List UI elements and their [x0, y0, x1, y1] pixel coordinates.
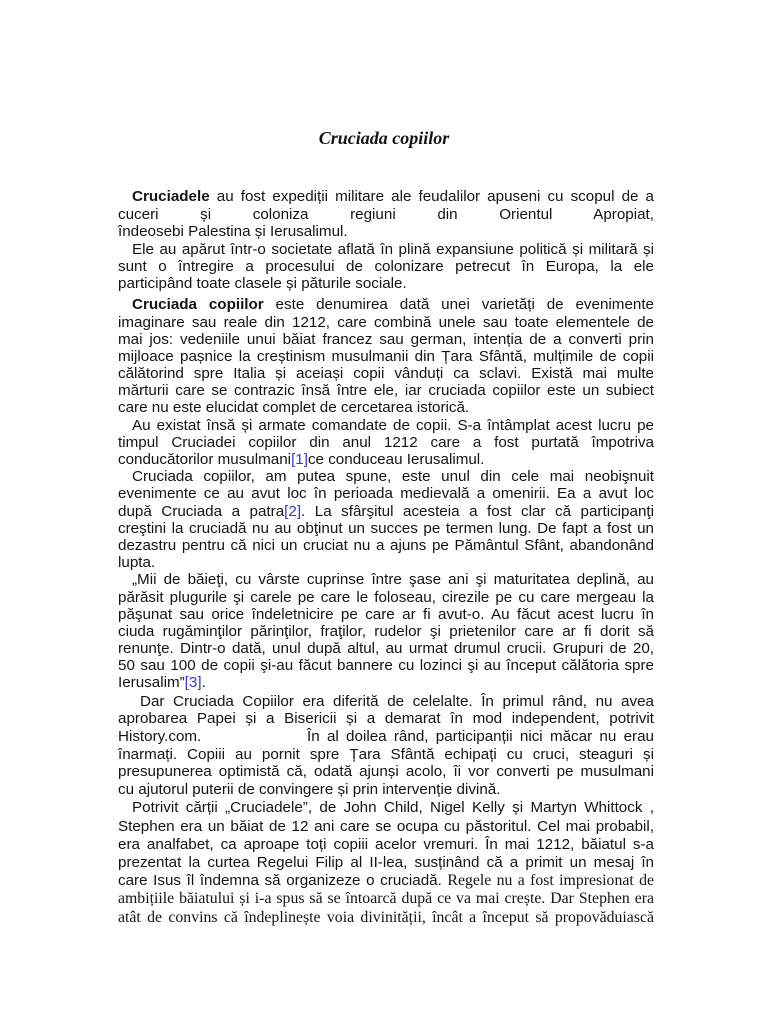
text-line — [118, 296, 654, 313]
text-line — [118, 451, 654, 468]
text-line: Potrivit cărții „Cruciadele”, de John Child, Nigel Kelly și Martyn Whittock , — [132, 799, 654, 817]
text-line — [118, 728, 654, 746]
paragraph — [118, 296, 654, 416]
paragraph — [118, 241, 654, 293]
text-line: cu ajutorul puterii de convingere și prin intervenție divină. — [118, 780, 501, 798]
text-line: evenimente ce au avut loc în perioada medievală a omenirii. Ea a avut loc — [118, 485, 654, 503]
text-line: călătorind spre Italia și aceiași copii vânduți ca sclavi. Există mai multe — [118, 365, 654, 383]
serif-text: Regele nu a fost impresionat de — [447, 872, 654, 890]
paragraph — [118, 468, 654, 571]
text-line: era analfabet, ca aproape toți copiii acelor vremuri. În mai 1212, băiatul s-a — [118, 835, 654, 853]
footnote-link-3[interactable]: [3] — [184, 674, 202, 692]
paragraph — [118, 693, 654, 799]
text-line: înarmați. Copiii au pornit spre Țara Sfântă echipați cu cruci, steaguri și — [118, 745, 654, 763]
line-text: . — [201, 674, 206, 692]
text-line — [118, 503, 654, 520]
line-text: este denumirea dată unei varietăți de evenimente — [263, 296, 655, 314]
text-line: Stephen era un băiat de 12 ani care se ocupa cu păstoritul. Cel mai probabil, — [118, 817, 654, 835]
paragraph — [118, 571, 654, 691]
bold-term: Cruciada copiilor — [132, 296, 264, 314]
line-text: conducătorilor musulmani — [118, 451, 292, 468]
text-line: creştini la cruciadă nu au obţinut un succes pe termen lung. De fapt a fost un — [118, 519, 654, 537]
text-line: prezentat la curtea Regelui Filip al II-lea, susținând că a primit un mesaj în — [118, 854, 654, 872]
text-line: păşunat sau orice îndeletnicire pe care ar fi avut-o. Au făcut acest lucru în — [118, 605, 654, 623]
text-line: Au existat însă și armate comandate de copii. S-a întâmplat acest lucru pe — [132, 416, 654, 434]
text-line: ciuda rugăminţilor părinţilor, fraţilor, rudelor şi prietenilor care ar fi dorit să — [118, 622, 654, 640]
text-line: mijloace pașnice la creștinism musulmanii din Țara Sfântă, mulțimile de copii — [118, 347, 654, 365]
text-line: 50 sau 100 de copii şi-au făcut bannere cu lozinci şi au început călătoria spre — [118, 657, 654, 675]
text-line: care nu este elucidat complet de cercetarea istorică. — [118, 399, 470, 417]
paragraph — [118, 417, 654, 469]
text-line: Cruciada copiilor, am putea spune, este unul din cele mai neobişnuit — [132, 468, 654, 486]
text-line — [118, 674, 654, 691]
text-line: Dar Cruciada Copiilor era diferită de celelalte. În primul rând, nu avea — [140, 692, 654, 710]
text-line: mai jos: vedeniile unui băiat francez sau german, intenția de a converti prin — [118, 330, 654, 348]
footnote-link-1[interactable]: [1] — [291, 451, 308, 468]
text-line: dezastru pentru că nici un cruciat nu a ajuns pe Pământul Sfânt, abandonând — [118, 536, 654, 554]
line-text: În al doilea rând, participanții nici măcar nu erau — [307, 728, 654, 745]
text-line: presupunerea optimistă că, odată ajunși acolo, îi vor converti pe musulmani — [118, 763, 654, 781]
text-line: aprobarea Papei și a Bisericii și a demarat în mod independent, potrivit — [118, 710, 654, 728]
text-line — [118, 188, 654, 205]
text-line: cuceri și coloniza regiuni din Orientul Apropiat, — [118, 205, 654, 223]
text-line: „Mii de băieţi, cu vârste cuprinse între şase ani şi maturitatea deplină, au — [132, 571, 654, 589]
line-text: . La sfârşitul acesteia a fost clar că participanţi — [301, 502, 654, 520]
text-line — [118, 872, 654, 890]
text-line: ambițiile băiatului și i-a spus să se întoarcă după ce va mai crește. Dar Stephen era — [118, 890, 654, 908]
text-line: părăsit plugurile şi carele pe care le foloseau, cirezile pe cu care mergeau la — [118, 588, 654, 606]
line-text: care Isus îl îndemna să organizeze o cruciadă. — [118, 872, 448, 890]
document-title: Cruciada copiilor — [318, 128, 450, 148]
text-line: timpul Cruciadei copiilor din anul 1212 care a fost purtată împotriva — [118, 433, 654, 451]
document-body — [118, 188, 654, 926]
line-text: Ierusalim” — [118, 674, 185, 692]
text-line: imaginare sau reale din 1212, care combină unele sau toate elementele de — [118, 313, 654, 331]
text-line: Ele au apărut într-o societate aflată în plină expansiune politică și militară și — [132, 240, 654, 258]
line-text: ce conduceau Ierusalimul. — [307, 451, 485, 468]
footnote-link-2[interactable]: [2] — [284, 502, 302, 520]
text-line: sunt o întregire a procesului de colonizare petrecut în Europa, la ele — [118, 258, 654, 276]
line-text: după Cruciada a patra — [118, 502, 285, 520]
line-text: au fost expediții militare ale feudalilor apuseni cu scopul de a — [209, 188, 654, 206]
paragraph — [118, 799, 654, 926]
text-line: îndeosebi Palestina și Ierusalimul. — [118, 222, 348, 240]
source-name: History.com. — [118, 728, 202, 745]
text-line: lupta. — [118, 554, 156, 572]
text-line: participând toate clasele și păturile sociale. — [118, 275, 407, 293]
text-line: atât de convins că îndeplinește voia divinității, încât a început să propovăduiască — [118, 908, 654, 926]
text-line: renunţe. Dintr-o dată, unul după altul, au urmat drumul crucii. Grupuri de 20, — [118, 640, 654, 658]
paragraph — [118, 188, 654, 240]
bold-term: Cruciadele — [132, 188, 210, 206]
text-line: mărturii care se contrazic însă între ele, iar cruciada copiilor este un subiect — [118, 382, 654, 400]
